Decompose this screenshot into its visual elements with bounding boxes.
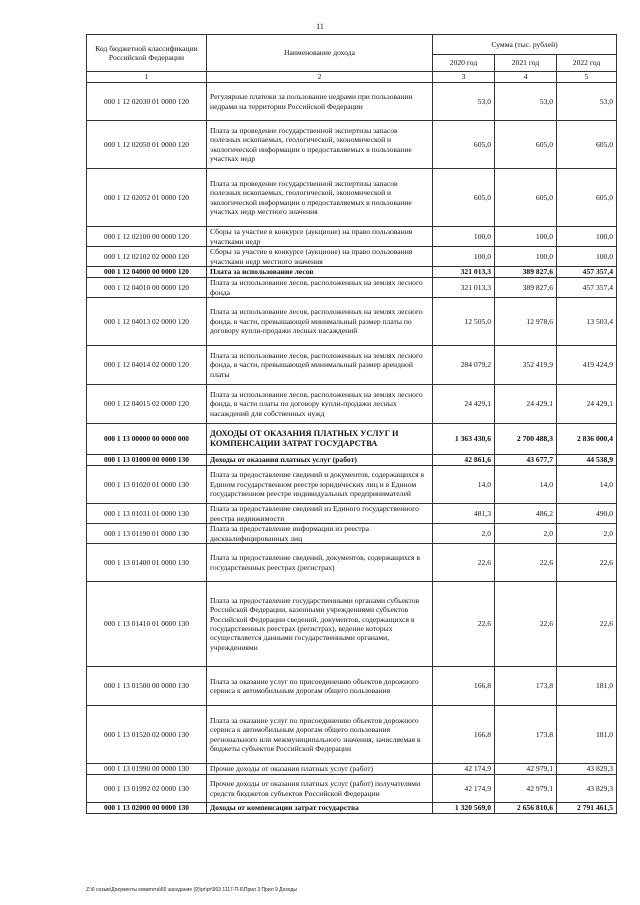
row-value-2022: 457 357,4: [557, 278, 617, 298]
row-value-2021: 100,0: [495, 247, 557, 267]
row-value-2020: 605,0: [433, 121, 495, 169]
row-value-2022: 100,0: [557, 247, 617, 267]
table-row: [87, 346, 617, 385]
row-value-2022: 22,6: [557, 544, 617, 582]
row-code: 000 1 13 01400 01 0000 130: [87, 544, 207, 582]
row-name: Плата за проведение государственной экспертизы запасов полезных ископаемых, геологической, экономической и экологической информации о предоставляемых в пользование участках недр местного значения: [207, 169, 433, 227]
row-code: 000 1 13 01410 01 0000 130: [87, 582, 207, 667]
row-value-2021: 2 656 810,6: [495, 803, 557, 814]
table-row: [87, 544, 617, 582]
row-name: Плата за проведение государственной экспертизы запасов полезных ископаемых, геологической, экономической и экологической информации о предоставляемых в пользование участках недр: [207, 121, 433, 169]
row-code: 000 1 12 02050 01 0000 120: [87, 121, 207, 169]
header-year-2022: 2022 год: [557, 55, 617, 72]
row-value-2020: 2,0: [433, 524, 495, 544]
col-num-4: 4: [495, 72, 557, 83]
row-value-2021: 53,0: [495, 83, 557, 121]
row-value-2020: 100,0: [433, 227, 495, 247]
col-num-2: 2: [207, 72, 433, 83]
row-code: 000 1 13 01992 02 0000 130: [87, 775, 207, 803]
table-row: [87, 169, 617, 227]
row-value-2021: 43 677,7: [495, 455, 557, 466]
row-value-2021: 24 429,1: [495, 385, 557, 424]
col-num-1: 1: [87, 72, 207, 83]
row-name: Плата за использование лесов: [207, 267, 433, 278]
table-row: [87, 667, 617, 706]
header-sum: Сумма (тыс. рублей): [433, 35, 617, 55]
row-code: 000 1 12 02052 01 0000 120: [87, 169, 207, 227]
table-row: [87, 803, 617, 814]
table-row: [87, 424, 617, 455]
row-name: Плата за оказание услуг по присоединению объектов дорожного сервиса к автомобильным дорогам общего пользования регионального или межмуниципального значения, зачисляемая в бюджеты субъектов Российской Федерации: [207, 706, 433, 764]
row-value-2022: 181,0: [557, 667, 617, 706]
row-name: Доходы от компенсации затрат государства: [207, 803, 433, 814]
table-row: [87, 764, 617, 775]
row-name: ДОХОДЫ ОТ ОКАЗАНИЯ ПЛАТНЫХ УСЛУГ И КОМПЕНСАЦИИ ЗАТРАТ ГОСУДАРСТВА: [207, 424, 433, 455]
table-row: [87, 298, 617, 346]
row-code: 000 1 13 01031 01 0000 130: [87, 504, 207, 524]
row-value-2020: 12 505,0: [433, 298, 495, 346]
header-code: Код бюджетной классификации Российской Федерации: [87, 35, 207, 72]
row-value-2022: 605,0: [557, 121, 617, 169]
header-year-2021: 2021 год: [495, 55, 557, 72]
row-code: 000 1 13 01190 01 0000 130: [87, 524, 207, 544]
row-value-2020: 100,0: [433, 247, 495, 267]
row-value-2021: 14,0: [495, 466, 557, 504]
page-number: 11: [316, 22, 324, 31]
row-value-2020: 42 174,9: [433, 764, 495, 775]
row-name: Доходы от оказания платных услуг (работ): [207, 455, 433, 466]
row-value-2020: 24 429,1: [433, 385, 495, 424]
row-code: 000 1 12 02102 02 0000 120: [87, 247, 207, 267]
row-value-2022: 44 538,9: [557, 455, 617, 466]
table-row: [87, 121, 617, 169]
row-value-2022: 100,0: [557, 227, 617, 247]
row-name: Плата за предоставление информации из реестра дисквалифицированных лиц: [207, 524, 433, 544]
row-name: Плата за использование лесов, расположенных на землях лесного фонда, в части, превышающей минимальный размер арендной платы: [207, 346, 433, 385]
row-code: 000 1 13 01520 02 0000 130: [87, 706, 207, 764]
row-code: 000 1 13 01020 01 0000 130: [87, 466, 207, 504]
row-code: 000 1 13 00000 00 0000 000: [87, 424, 207, 455]
row-name: Плата за использование лесов, расположенных на землях лесного фонда, в части платы по договору купли-продажи лесных насаждений для собственных нужд: [207, 385, 433, 424]
row-name: Прочие доходы от оказания платных услуг (работ): [207, 764, 433, 775]
row-name: Плата за использование лесов, расположенных на землях лесного фонда: [207, 278, 433, 298]
row-code: 000 1 13 01500 00 0000 130: [87, 667, 207, 706]
row-value-2020: 22,6: [433, 582, 495, 667]
row-value-2022: 490,0: [557, 504, 617, 524]
row-name: Прочие доходы от оказания платных услуг (работ) получателями средств бюджетов субъектов Российской Федерации: [207, 775, 433, 803]
row-code: 000 1 12 04010 00 0000 120: [87, 278, 207, 298]
row-name: Плата за предоставление сведений из Единого государственного реестра недвижимости: [207, 504, 433, 524]
row-code: 000 1 12 02100 00 0000 120: [87, 227, 207, 247]
row-value-2020: 481,3: [433, 504, 495, 524]
row-value-2022: 2 791 461,5: [557, 803, 617, 814]
row-value-2020: 321 013,3: [433, 267, 495, 278]
row-value-2021: 2 700 488,3: [495, 424, 557, 455]
row-name: Плата за предоставление государственными органами субъектов Российской Федерации, казенными учреждениями субъектов Российской Федерации сведений, документов, содержащихся в государственных реестрах (регистрах), ведение которых осуществляется данными государственными органами, учреждениями: [207, 582, 433, 667]
row-value-2021: 100,0: [495, 227, 557, 247]
row-value-2020: 1 320 569,0: [433, 803, 495, 814]
row-value-2022: 13 503,4: [557, 298, 617, 346]
col-num-3: 3: [433, 72, 495, 83]
row-name: Плата за предоставление сведений, документов, содержащихся в государственных реестрах (регистрах): [207, 544, 433, 582]
table-row: [87, 706, 617, 764]
row-name: Плата за предоставление сведений и документов, содержащихся в Едином государственном реестре юридических лиц и в Едином государственном реестре индивидуальных предпринимателей: [207, 466, 433, 504]
table-row: [87, 385, 617, 424]
header-name: Наименование дохода: [207, 35, 433, 72]
table-row: [87, 227, 617, 247]
row-code: 000 1 13 02000 00 0000 130: [87, 803, 207, 814]
row-code: 000 1 13 01990 00 0000 130: [87, 764, 207, 775]
row-value-2021: 389 827,6: [495, 278, 557, 298]
row-name: Регулярные платежи за пользование недрами при пользовании недрами на территории Российской Федерации: [207, 83, 433, 121]
row-value-2020: 605,0: [433, 169, 495, 227]
row-value-2020: 166,8: [433, 667, 495, 706]
row-value-2021: 605,0: [495, 121, 557, 169]
row-value-2022: 43 829,3: [557, 764, 617, 775]
table-row: [87, 524, 617, 544]
row-value-2020: 22,6: [433, 544, 495, 582]
row-code: 000 1 12 04014 02 0000 120: [87, 346, 207, 385]
row-value-2022: 53,0: [557, 83, 617, 121]
row-value-2021: 605,0: [495, 169, 557, 227]
table-row: [87, 582, 617, 667]
row-value-2020: 42 174,9: [433, 775, 495, 803]
row-code: 000 1 12 04013 02 0000 120: [87, 298, 207, 346]
row-value-2021: 42 979,1: [495, 775, 557, 803]
row-code: 000 1 12 04000 00 0000 120: [87, 267, 207, 278]
row-value-2021: 22,6: [495, 544, 557, 582]
header-year-2020: 2020 год: [433, 55, 495, 72]
row-value-2021: 352 419,9: [495, 346, 557, 385]
row-value-2021: 12 978,6: [495, 298, 557, 346]
table-row: [87, 247, 617, 267]
row-value-2022: 457 357,4: [557, 267, 617, 278]
table-row: [87, 267, 617, 278]
row-name: Плата за использование лесов, расположенных на землях лесного фонда, в части, превышающей минимальный размер платы по договору купли-продажи лесных насаждений: [207, 298, 433, 346]
row-value-2021: 486,2: [495, 504, 557, 524]
row-value-2021: 389 827,6: [495, 267, 557, 278]
row-value-2020: 1 363 430,6: [433, 424, 495, 455]
row-value-2020: 321 013,3: [433, 278, 495, 298]
row-value-2022: 419 424,9: [557, 346, 617, 385]
row-value-2020: 284 079,2: [433, 346, 495, 385]
table-row: [87, 455, 617, 466]
row-code: 000 1 12 02030 01 0000 120: [87, 83, 207, 121]
row-value-2022: 605,0: [557, 169, 617, 227]
row-value-2022: 181,0: [557, 706, 617, 764]
row-value-2022: 2,0: [557, 524, 617, 544]
row-name: Сборы за участие в конкурсе (аукционе) на право пользования участками недр: [207, 227, 433, 247]
row-value-2021: 173,8: [495, 706, 557, 764]
row-value-2020: 53,0: [433, 83, 495, 121]
row-value-2021: 173,8: [495, 667, 557, 706]
row-code: 000 1 13 01000 00 0000 130: [87, 455, 207, 466]
row-value-2022: 24 429,1: [557, 385, 617, 424]
table-row: [87, 466, 617, 504]
row-value-2022: 14,0: [557, 466, 617, 504]
col-num-5: 5: [557, 72, 617, 83]
row-value-2020: 14,0: [433, 466, 495, 504]
row-value-2022: 22,6: [557, 582, 617, 667]
row-name: Плата за оказание услуг по присоединению объектов дорожного сервиса к автомобильным дорогам общего пользования: [207, 667, 433, 706]
table-row: [87, 775, 617, 803]
row-value-2020: 166,8: [433, 706, 495, 764]
row-value-2022: 43 829,3: [557, 775, 617, 803]
table-row: [87, 278, 617, 298]
row-code: 000 1 12 04015 02 0000 120: [87, 385, 207, 424]
row-value-2021: 2,0: [495, 524, 557, 544]
row-name: Сборы за участие в конкурсе (аукционе) на право пользования участками недр местного значения: [207, 247, 433, 267]
row-value-2021: 42 979,1: [495, 764, 557, 775]
revenue-table: [86, 34, 617, 814]
table-body: [87, 83, 617, 814]
table-row: [87, 83, 617, 121]
row-value-2022: 2 836 000,4: [557, 424, 617, 455]
row-value-2021: 22,6: [495, 582, 557, 667]
file-path-footer: Z:\6 созыв\Документы комитета\60 заседание (9)\pr\pr\903 1117-П-6\Прил 3 Прил 9 Доходы: [86, 887, 297, 893]
row-value-2020: 42 861,6: [433, 455, 495, 466]
table-row: [87, 504, 617, 524]
